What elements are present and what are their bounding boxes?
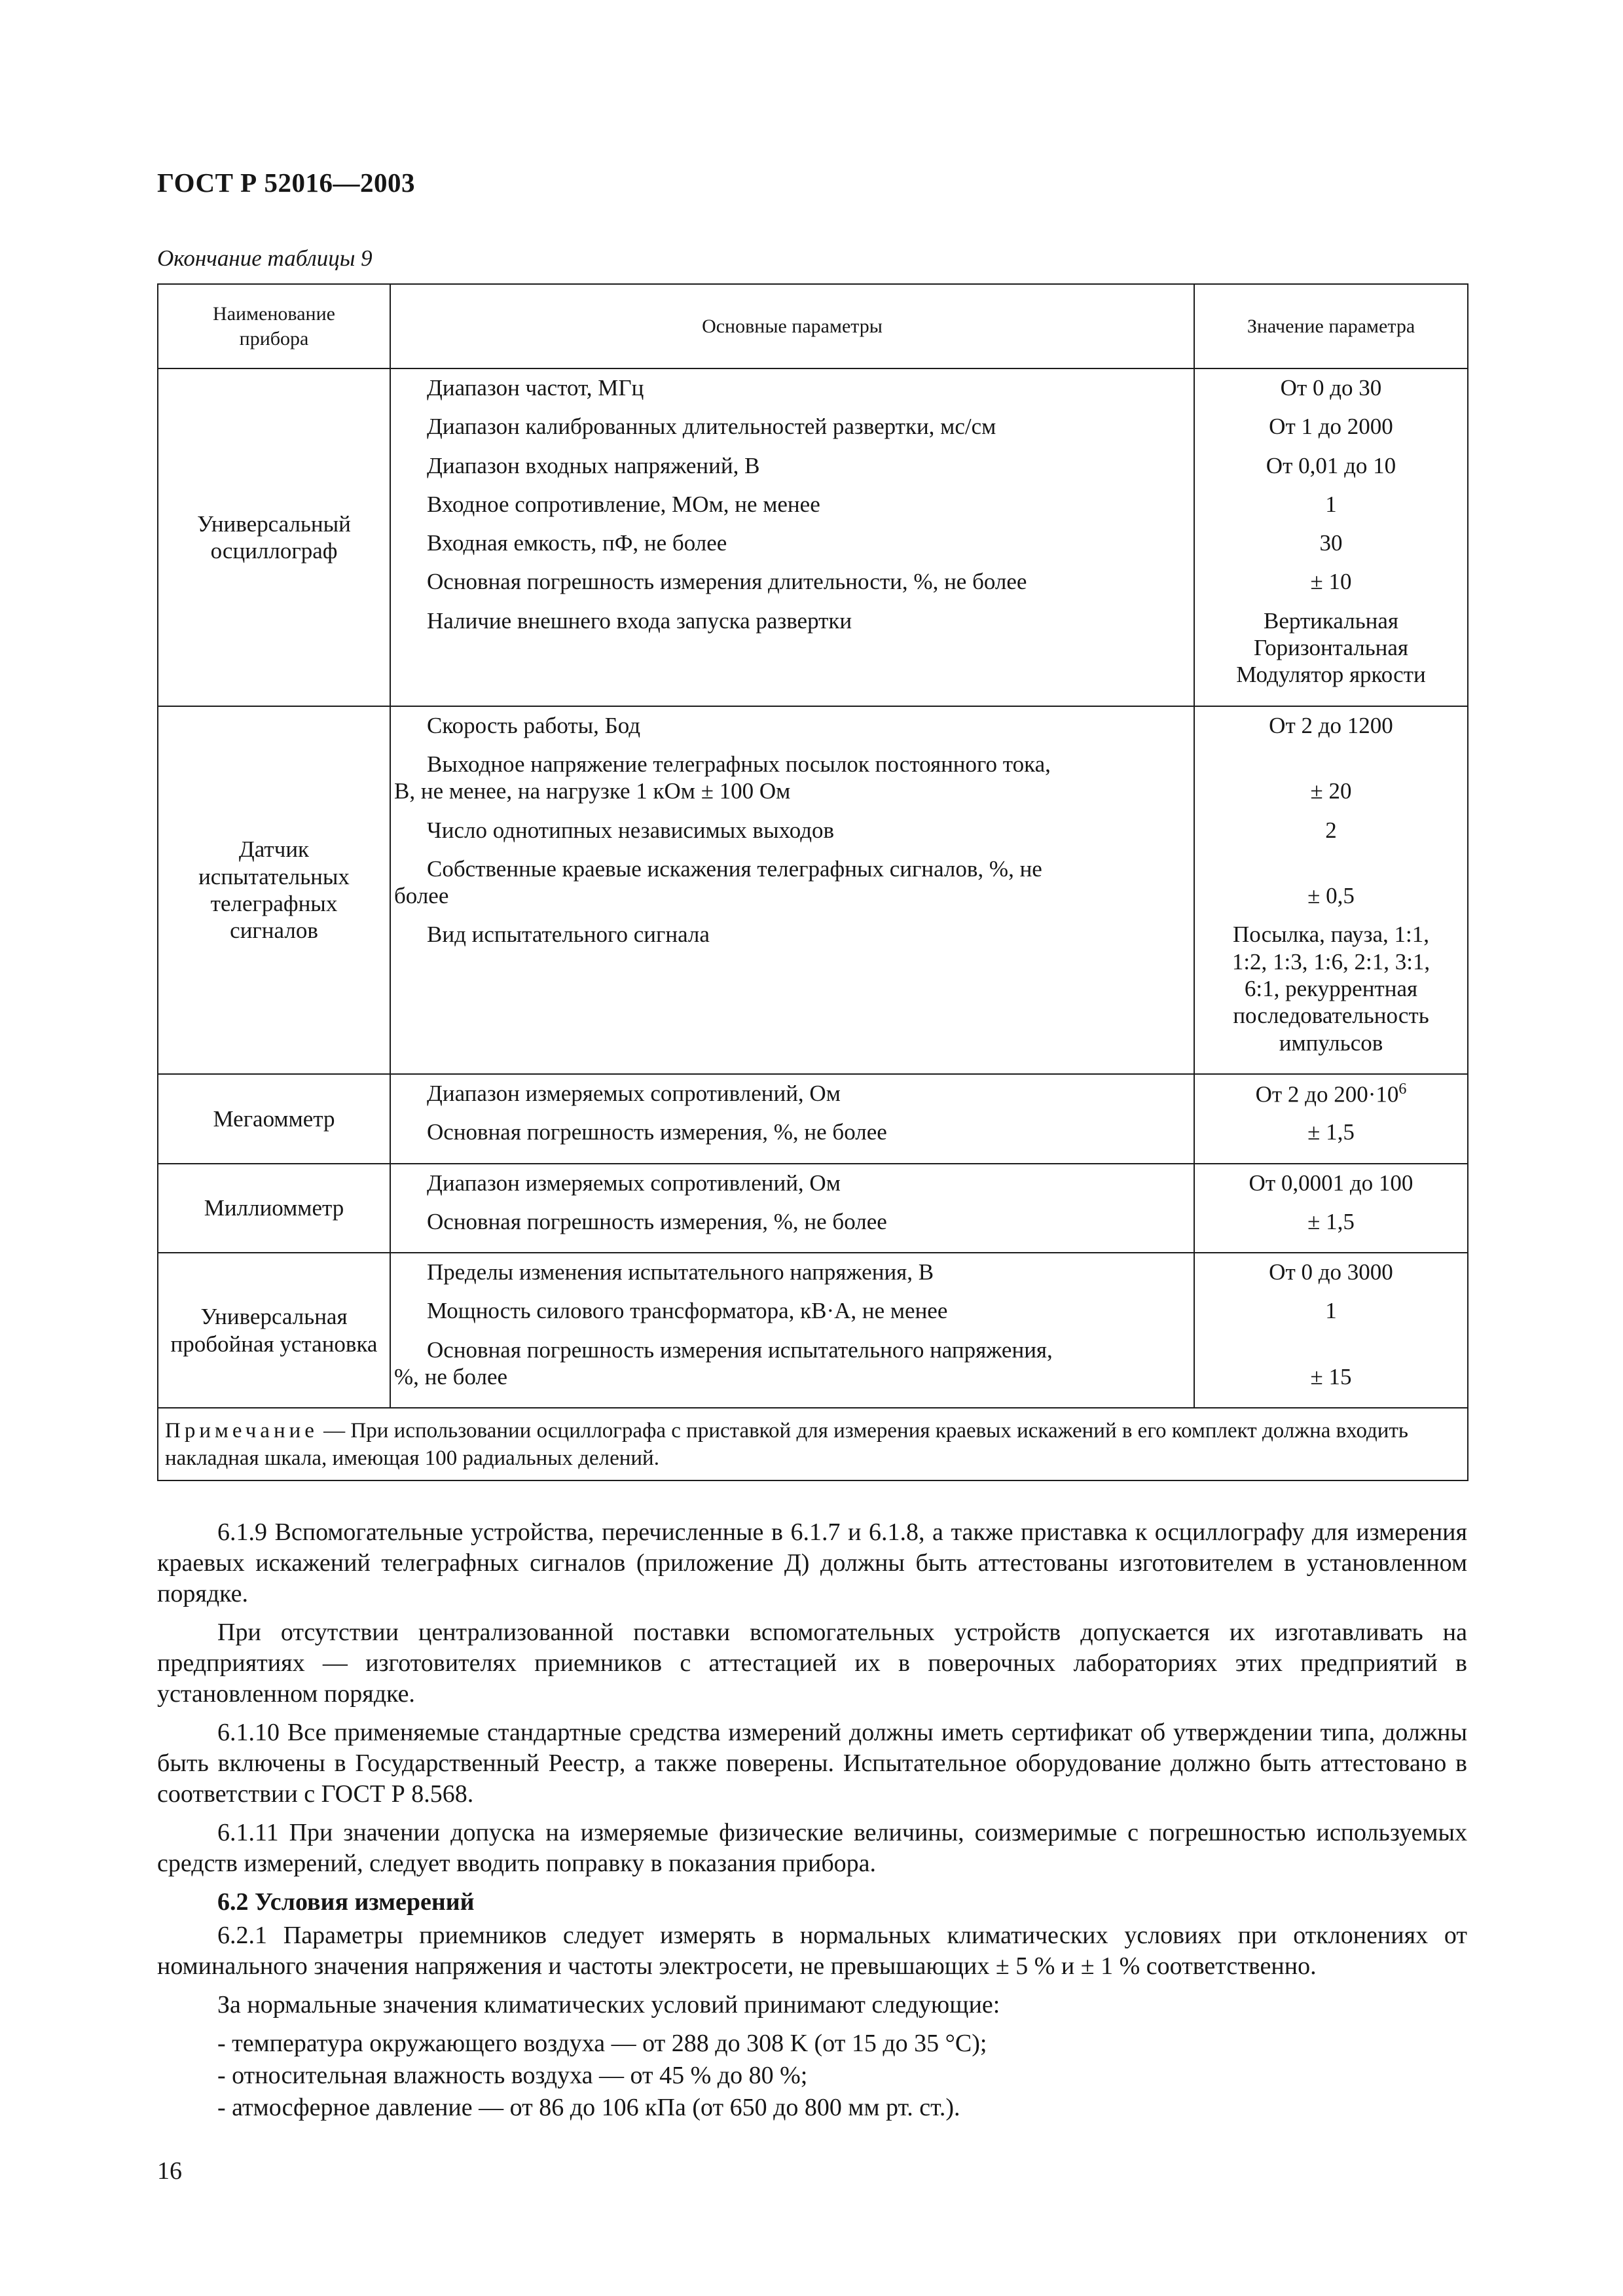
value-text: 1 — [1325, 491, 1337, 517]
value-line: последовательность — [1233, 1003, 1429, 1029]
device-name: Датчик испытательных телеграфных сигналов — [158, 706, 390, 1074]
parameter-name — [391, 751, 1194, 817]
parameter-value — [1195, 529, 1467, 568]
document-title: ГОСТ Р 52016—2003 — [157, 168, 415, 198]
parameter-value — [1195, 921, 1467, 1068]
value-line: 6:1, рекуррентная — [1244, 976, 1418, 1002]
parameter-name — [391, 1297, 1194, 1336]
value-text: От 0,0001 до 100 — [1249, 1170, 1413, 1196]
parameter-value — [1195, 855, 1467, 922]
paragraph: За нормальные значения климатических условий принимают следующие: — [217, 1991, 1000, 2018]
value-superscript: 6 — [1398, 1080, 1407, 1098]
parameter-line: Число однотипных независимых выходов — [427, 817, 835, 843]
parameter-name — [391, 1336, 1194, 1403]
parameter-line: Наличие внешнего входа запуска развертки — [427, 607, 852, 634]
value-text: От 0 до 30 — [1280, 375, 1382, 401]
column-header-device: Наименование прибора — [158, 284, 390, 368]
value-text: От 1 до 2000 — [1269, 414, 1393, 440]
parameter-line: Скорость работы, Бод — [427, 712, 641, 738]
parameter-value — [1195, 607, 1467, 700]
value-line — [1195, 491, 1467, 518]
parameters-table — [157, 283, 1468, 1481]
parameters-cell — [390, 1253, 1194, 1408]
parameter-line: Мощность силового трансформатора, кВ·А, не менее — [427, 1298, 948, 1324]
values-cell — [1194, 1074, 1468, 1164]
parameter-line: Основная погрешность измерения, %, не более — [427, 1208, 887, 1234]
parameter-name — [391, 607, 1194, 700]
parameter-line: Входное сопротивление, МОм, не менее — [427, 491, 820, 517]
value-line — [1195, 1297, 1467, 1324]
values-cell — [1194, 706, 1468, 1074]
parameter-name — [391, 568, 1194, 607]
table-note — [158, 1408, 1468, 1480]
value-line — [1195, 882, 1467, 909]
value-line — [1195, 817, 1467, 844]
parameter-value — [1195, 491, 1467, 529]
table-note-row — [158, 1408, 1468, 1480]
value-text: ± 1,5 — [1307, 1208, 1355, 1234]
parameter-line: Диапазон измеряемых сопротивлений, Ом — [427, 1080, 841, 1106]
parameter-value — [1195, 1080, 1467, 1119]
value-line — [1195, 1119, 1467, 1145]
table-body — [158, 368, 1468, 1408]
value-line: импульсов — [1279, 1030, 1383, 1056]
values-cell — [1194, 1164, 1468, 1253]
parameter-line: Вид испытательного сигнала — [427, 922, 710, 948]
note-label: Примечание — [165, 1419, 318, 1443]
value-text: От 2 до 1200 — [1269, 712, 1393, 738]
parameter-value — [1195, 568, 1467, 607]
parameter-line: Основная погрешность измерения длительности, %, не более — [427, 569, 1027, 595]
list-item: - атмосферное давление — от 86 до 106 кПа (от 650 до 800 мм рт. ст.). — [217, 2094, 960, 2121]
parameter-line: В, не менее, на нагрузке 1 кОм ± 100 Ом — [394, 778, 791, 804]
parameter-name — [391, 374, 1194, 413]
table-caption: Окончание таблицы 9 — [157, 245, 373, 271]
table-row — [158, 368, 1468, 706]
parameter-name — [391, 529, 1194, 568]
parameter-name — [391, 1119, 1194, 1157]
paragraph: 6.1.10 Все применяемые стандартные средства измерений должны иметь сертификат об утверждении типа, должны быть включены в Государственный Реестр, а также поверены. Испытательное оборудование должно быть аттестовано в соответствии с ГОСТ Р 8.568. — [157, 1719, 1467, 1808]
value-line — [1195, 1208, 1467, 1235]
value-text: ± 1,5 — [1307, 1119, 1355, 1145]
device-name: Универсальная пробойная установка — [158, 1253, 390, 1408]
value-line — [1195, 1080, 1467, 1108]
value-line — [1195, 1259, 1467, 1285]
value-text: От 2 до 200·10 — [1255, 1081, 1399, 1107]
table-row — [158, 706, 1468, 1074]
table-header-row — [158, 284, 1468, 368]
parameter-value — [1195, 1170, 1467, 1208]
value-line — [1195, 1363, 1467, 1390]
parameter-value — [1195, 751, 1467, 817]
value-text: 1 — [1325, 1298, 1337, 1324]
value-text: 2 — [1325, 817, 1337, 843]
parameter-name — [391, 855, 1194, 922]
parameter-line: Диапазон частот, МГц — [427, 375, 644, 401]
device-name: Мегаомметр — [158, 1074, 390, 1164]
parameter-line: Диапазон входных напряжений, В — [427, 452, 760, 478]
values-cell — [1194, 368, 1468, 706]
parameters-cell — [390, 1074, 1194, 1164]
value-line — [1195, 568, 1467, 595]
parameter-line: Диапазон калиброванных длительностей развертки, мс/см — [427, 414, 996, 440]
parameter-name — [391, 413, 1194, 452]
parameter-value — [1195, 452, 1467, 491]
value-line: 1:2, 1:3, 1:6, 2:1, 3:1, — [1231, 948, 1431, 975]
table-row — [158, 1164, 1468, 1253]
parameter-line: Выходное напряжение телеграфных посылок постоянного тока, — [427, 751, 1051, 777]
list-item: - относительная влажность воздуха — от 45 % до 80 %; — [217, 2062, 808, 2089]
paragraph: 6.1.11 При значении допуска на измеряемые физические величины, соизмеримые с погрешностью используемых средств измерений, следует вводить поправку в показания прибора. — [157, 1819, 1467, 1877]
values-cell — [1194, 1253, 1468, 1408]
paragraph: При отсутствии централизованной поставки вспомогательных устройств допускается их изготавливать на предприятиях — изготовителях приемников с аттестацией их в поверочных лабораториях этих предприятий в установленном порядке. — [157, 1619, 1467, 1708]
parameter-value — [1195, 712, 1467, 751]
column-header-value: Значение параметра — [1194, 284, 1468, 368]
parameter-name — [391, 1080, 1194, 1119]
value-line — [1195, 529, 1467, 556]
parameters-cell — [390, 706, 1194, 1074]
parameter-value — [1195, 1297, 1467, 1336]
value-line — [1195, 374, 1467, 401]
parameter-name — [391, 1208, 1194, 1247]
parameter-name — [391, 1259, 1194, 1297]
parameter-name — [391, 491, 1194, 529]
parameter-value — [1195, 1119, 1467, 1157]
value-text: 30 — [1319, 530, 1343, 556]
paragraph: 6.2.1 Параметры приемников следует измерять в нормальных климатических условиях при отклонениях от номинального значения напряжения и частоты электросети, не превышающих ± 5 % и ± 1 % соответственно. — [157, 1922, 1467, 1980]
column-header-parameters: Основные параметры — [390, 284, 1194, 368]
value-line — [1195, 452, 1467, 479]
value-text: От 0 до 3000 — [1269, 1259, 1393, 1285]
body-text — [157, 1517, 1467, 2125]
parameter-name — [391, 921, 1194, 1068]
parameters-cell — [390, 1164, 1194, 1253]
value-text: ± 0,5 — [1307, 883, 1355, 909]
parameter-line: Основная погрешность измерения испытательного напряжения, — [427, 1336, 1053, 1363]
list-item: - температура окружающего воздуха — от 288 до 308 K (от 15 до 35 °С); — [217, 2030, 987, 2057]
parameter-value — [1195, 1259, 1467, 1297]
section-heading: 6.2 Условия измерений — [217, 1888, 475, 1916]
parameter-value — [1195, 1208, 1467, 1247]
page-number: 16 — [157, 2157, 182, 2185]
note-text: — При использовании осциллографа с приставкой для измерения краевых искажений в его комплект должна входить накладная шкала, имеющая 100 радиальных делений. — [165, 1419, 1408, 1470]
parameter-name — [391, 817, 1194, 855]
value-line: Горизонтальная — [1253, 635, 1409, 661]
value-line: Посылка, пауза, 1:1, — [1233, 922, 1429, 948]
value-line: Модулятор яркости — [1236, 662, 1426, 688]
parameter-line: Собственные краевые искажения телеграфных сигналов, %, не — [427, 855, 1042, 882]
parameter-line: Пределы изменения испытательного напряжения, В — [427, 1259, 934, 1285]
value-line — [1195, 712, 1467, 739]
parameters-cell — [390, 368, 1194, 706]
value-line — [1195, 1170, 1467, 1196]
device-name: Универсальный осциллограф — [158, 368, 390, 706]
parameter-value — [1195, 817, 1467, 855]
parameter-line: Диапазон измеряемых сопротивлений, Ом — [427, 1170, 841, 1196]
value-line — [1195, 778, 1467, 804]
parameter-value — [1195, 1336, 1467, 1403]
table-row — [158, 1253, 1468, 1408]
parameter-line: более — [394, 883, 449, 909]
parameter-line: Основная погрешность измерения, %, не более — [427, 1119, 887, 1145]
value-text: ± 10 — [1310, 569, 1352, 595]
value-line — [1195, 413, 1467, 440]
parameter-value — [1195, 374, 1467, 413]
parameter-value — [1195, 413, 1467, 452]
value-line: Вертикальная — [1263, 607, 1399, 634]
parameter-name — [391, 1170, 1194, 1208]
parameter-line: Входная емкость, пФ, не более — [427, 530, 727, 556]
table-row — [158, 1074, 1468, 1164]
parameter-name — [391, 452, 1194, 491]
parameter-name — [391, 712, 1194, 751]
paragraph: 6.1.9 Вспомогательные устройства, перечисленные в 6.1.7 и 6.1.8, а также приставка к осциллографу для измерения краевых искажений телеграфных сигналов (приложение Д) должны быть аттестованы изготовителем в установленном порядке. — [157, 1518, 1467, 1607]
device-name: Миллиомметр — [158, 1164, 390, 1253]
value-text: ± 20 — [1310, 778, 1352, 804]
value-text: ± 15 — [1310, 1364, 1352, 1390]
value-text: От 0,01 до 10 — [1266, 452, 1396, 478]
parameter-line: %, не более — [394, 1364, 508, 1390]
